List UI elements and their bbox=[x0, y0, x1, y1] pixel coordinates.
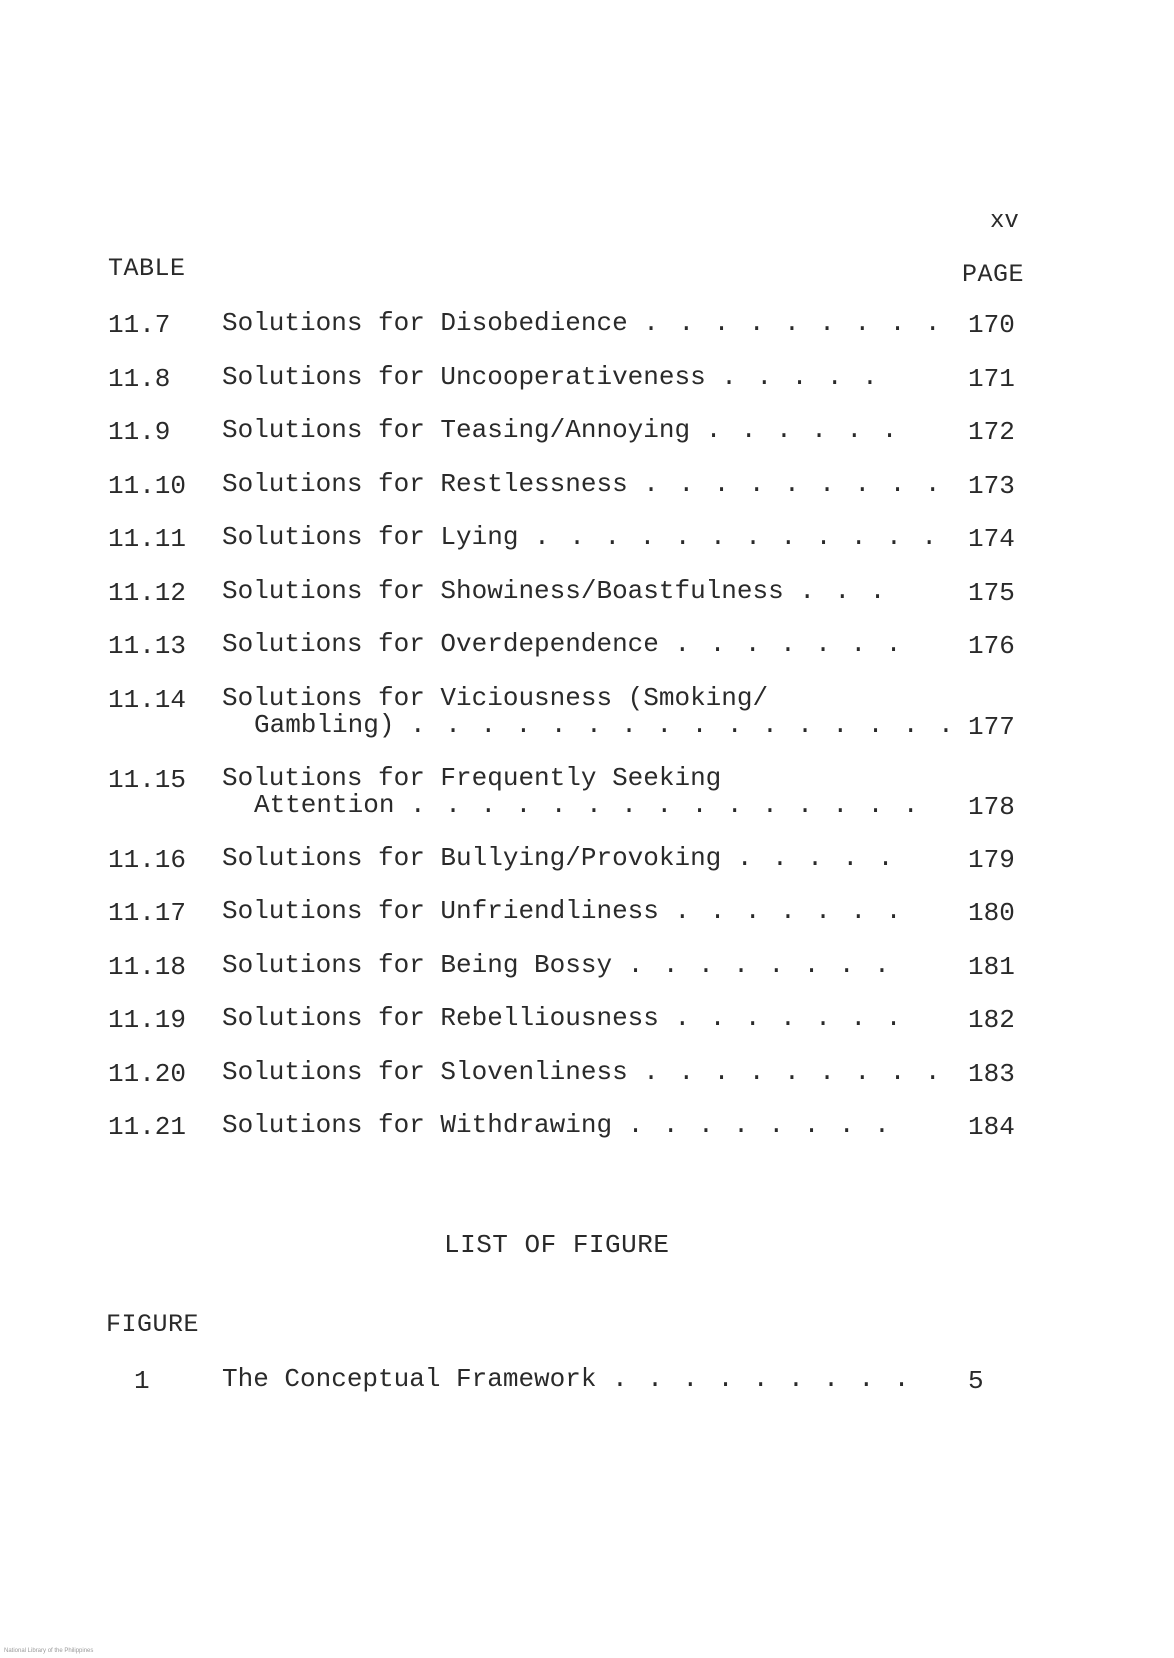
entry-title-line1: Solutions for Restlessness bbox=[222, 468, 628, 499]
entry-title bbox=[222, 522, 939, 552]
entry-title bbox=[222, 1366, 922, 1393]
page-number: xv bbox=[990, 208, 1019, 235]
toc-entry bbox=[0, 1112, 1174, 1172]
entry-page-number: 178 bbox=[968, 791, 1015, 822]
entry-title-line1: Solutions for Withdrawing bbox=[222, 1110, 613, 1140]
entry-number: 11.8 bbox=[108, 363, 171, 394]
leader-dots: . . . . . . . . . bbox=[643, 468, 943, 499]
leader-dots: . . . . . . . . . . . . bbox=[534, 522, 939, 552]
entry-title bbox=[222, 631, 922, 658]
entry-number: 11.9 bbox=[108, 417, 171, 447]
entry-page-number: 179 bbox=[968, 844, 1015, 875]
entry-title-line1: Solutions for Slovenliness bbox=[222, 1056, 628, 1087]
entry-number: 1 bbox=[134, 1366, 150, 1396]
entry-title bbox=[222, 898, 922, 925]
entry-title bbox=[222, 842, 922, 873]
entry-title-line1: Solutions for Teasing/Annoying bbox=[222, 415, 691, 445]
entry-page-number: 183 bbox=[968, 1058, 1015, 1089]
entry-number: 11.15 bbox=[108, 764, 187, 795]
entry-title-line1: Solutions for Disobedience bbox=[222, 308, 628, 338]
leader-dots: . . . . . bbox=[736, 842, 896, 873]
list-of-figures-title: LIST OF FIGURE bbox=[444, 1230, 670, 1260]
leader-dots: . . . . . . . . bbox=[627, 1110, 892, 1140]
entry-title-line1: Solutions for Uncooperativeness bbox=[222, 361, 706, 392]
entry-number: 11.21 bbox=[108, 1112, 187, 1142]
entry-title bbox=[222, 468, 943, 499]
leader-dots: . . . . . bbox=[721, 361, 880, 392]
entry-number: 11.13 bbox=[108, 631, 187, 661]
entry-title bbox=[222, 361, 922, 392]
entry-number: 11.10 bbox=[108, 470, 187, 501]
entry-number: 11.7 bbox=[108, 310, 171, 340]
entry-title-line1: Solutions for Being Bossy bbox=[222, 949, 613, 980]
leader-dots: . . . . . . . . . . . . . . . bbox=[410, 789, 921, 820]
entry-title-line1: Solutions for Showiness/Boastfulness bbox=[222, 575, 784, 606]
entry-page-number: 175 bbox=[968, 577, 1015, 608]
entry-page-number: 177 bbox=[968, 711, 1015, 742]
entry-page-number: 176 bbox=[968, 631, 1015, 661]
entry-title bbox=[222, 949, 922, 980]
entry-page-number: 184 bbox=[968, 1112, 1015, 1142]
entry-page-number: 172 bbox=[968, 417, 1015, 447]
entry-title bbox=[222, 1005, 922, 1032]
entry-page-number: 181 bbox=[968, 951, 1015, 982]
library-watermark: National Library of the Philippines bbox=[4, 1648, 94, 1654]
leader-dots: . . . . . . bbox=[705, 415, 900, 445]
entry-number: 11.18 bbox=[108, 951, 187, 982]
entry-title bbox=[222, 1056, 943, 1087]
leader-dots: . . . . . . . bbox=[674, 629, 904, 659]
entry-page-number: 180 bbox=[968, 898, 1015, 928]
entry-number: 11.20 bbox=[108, 1058, 187, 1089]
entry-page-number: 5 bbox=[968, 1366, 984, 1396]
entry-title-line1: Solutions for Lying bbox=[222, 522, 519, 552]
entry-title-line1: The Conceptual Framework bbox=[222, 1364, 597, 1394]
figure-column-header: FIGURE bbox=[106, 1310, 200, 1339]
entry-title-line1: Solutions for Viciousness (Smoking/ bbox=[222, 682, 769, 713]
leader-dots: . . . . . . . bbox=[674, 1003, 904, 1033]
entry-title-line1: Solutions for Bullying/Provoking bbox=[222, 842, 722, 873]
toc-entry bbox=[0, 762, 1174, 825]
leader-dots: . . . . . . . . . bbox=[612, 1364, 912, 1394]
leader-dots: . . . bbox=[799, 575, 888, 606]
entry-title-line1: Solutions for Unfriendliness bbox=[222, 896, 659, 926]
leader-dots: . . . . . . . . . . . . . . . . bbox=[410, 709, 956, 740]
leader-dots: . . . . . . . bbox=[674, 896, 904, 926]
entry-title bbox=[222, 308, 943, 338]
entry-title bbox=[222, 417, 922, 444]
page-column-header: PAGE bbox=[962, 260, 1025, 289]
entry-title-line2: Gambling) bbox=[254, 709, 395, 740]
entry-page-number: 173 bbox=[968, 470, 1015, 501]
entry-title bbox=[222, 682, 956, 740]
entry-number: 11.11 bbox=[108, 524, 187, 554]
entry-title bbox=[222, 575, 922, 606]
entry-number: 11.12 bbox=[108, 577, 187, 608]
entry-title-line1: Solutions for Rebelliousness bbox=[222, 1003, 659, 1033]
entry-page-number: 171 bbox=[968, 363, 1015, 394]
entry-title-line1: Solutions for Frequently Seeking bbox=[222, 762, 722, 793]
entry-title bbox=[222, 762, 922, 820]
entry-page-number: 170 bbox=[968, 310, 1015, 340]
entry-page-number: 182 bbox=[968, 1005, 1015, 1035]
entry-number: 11.19 bbox=[108, 1005, 187, 1035]
leader-dots: . . . . . . . . . bbox=[643, 308, 943, 338]
entry-title bbox=[222, 1112, 922, 1139]
entry-title-line2: Attention bbox=[254, 789, 395, 820]
toc-entry bbox=[0, 682, 1174, 745]
leader-dots: . . . . . . . . bbox=[627, 949, 892, 980]
leader-dots: . . . . . . . . . bbox=[643, 1056, 943, 1087]
entry-number: 11.14 bbox=[108, 684, 187, 715]
entry-number: 11.17 bbox=[108, 898, 187, 928]
entry-title-line1: Solutions for Overdependence bbox=[222, 629, 659, 659]
entry-number: 11.16 bbox=[108, 844, 187, 875]
toc-entry bbox=[0, 1366, 1174, 1426]
entry-page-number: 174 bbox=[968, 524, 1015, 554]
table-column-header: TABLE bbox=[108, 254, 186, 283]
